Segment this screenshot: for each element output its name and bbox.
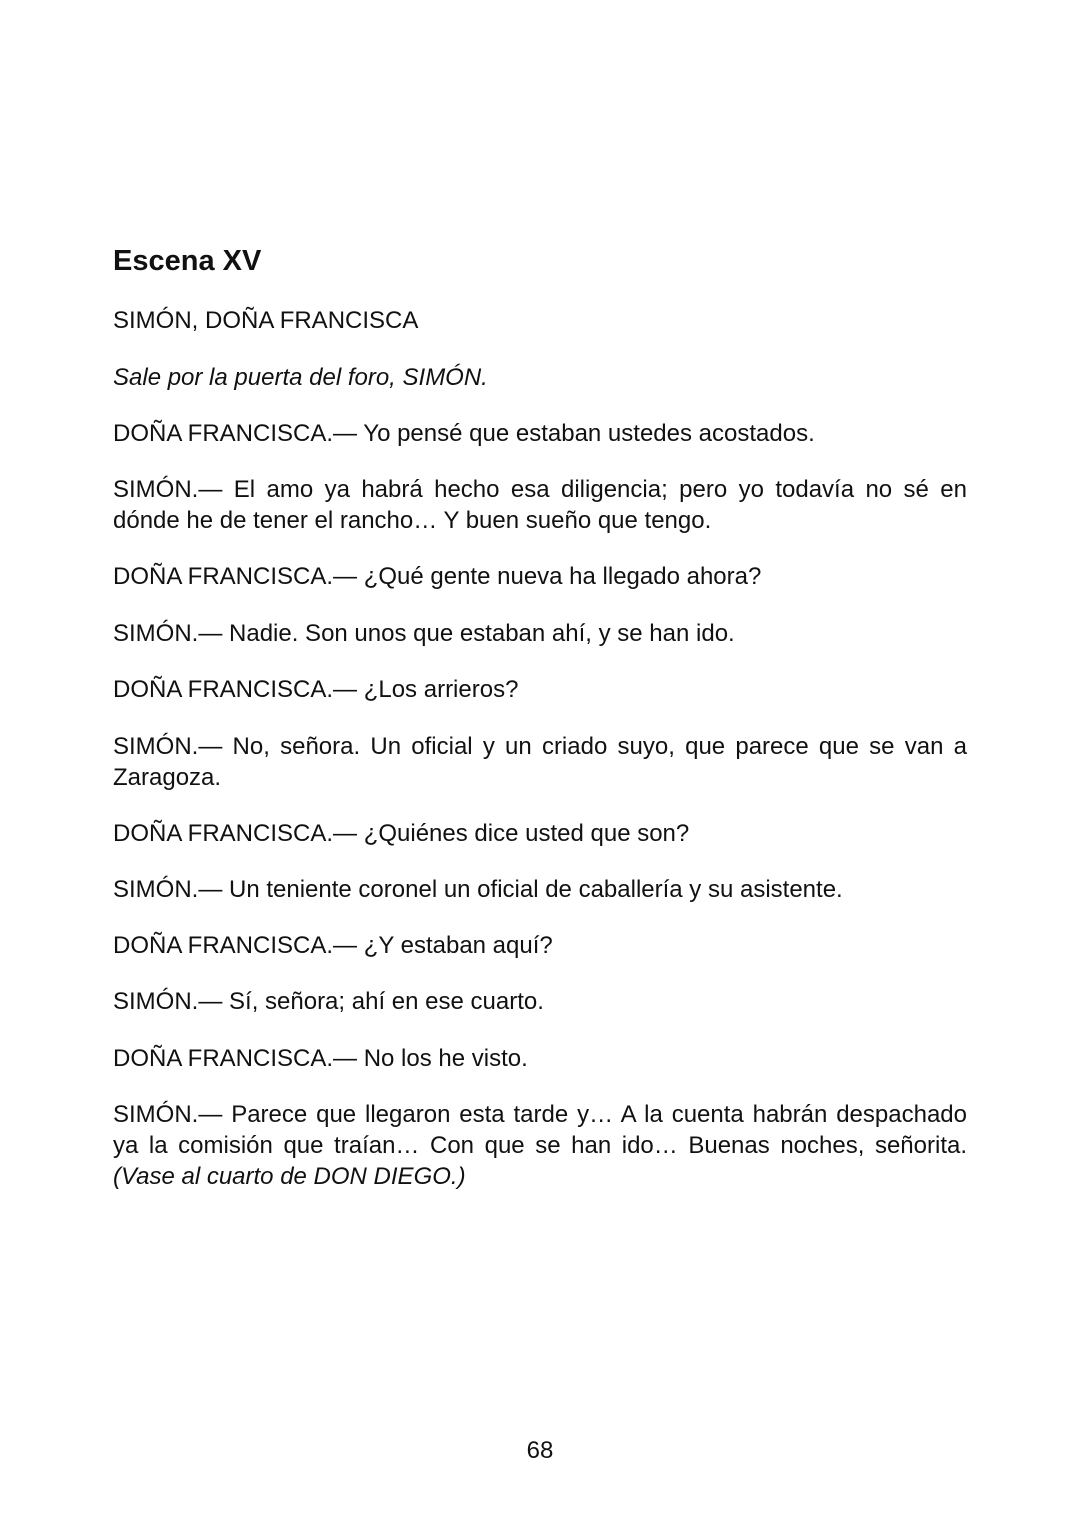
- dialogue-text: No los he visto.: [357, 1045, 528, 1072]
- speaker-name: SIMÓN.—: [113, 1101, 223, 1128]
- dialogue-line: [113, 618, 967, 649]
- dialogue-line: [113, 986, 967, 1017]
- page-number: 68: [526, 1437, 554, 1464]
- speaker-name: DOÑA FRANCISCA.—: [113, 932, 358, 959]
- dialogue-text: Sí, señora; ahí en ese cuarto.: [222, 988, 544, 1015]
- dialogue-line: [113, 1099, 967, 1192]
- speaker-name: DOÑA FRANCISCA.—: [113, 1045, 358, 1072]
- dialogue-text: Un teniente coronel un oficial de caballería y su asistente.: [222, 876, 843, 903]
- speaker-name: DOÑA FRANCISCA.—: [113, 563, 358, 590]
- dialogue-text: No, señora. Un oficial y un criado suyo, que parece que se van a Zaragoza.: [113, 733, 967, 791]
- dialogue-line: [113, 1043, 967, 1074]
- dialogue-text: ¿Y estaban aquí?: [357, 932, 553, 959]
- speaker-name: SIMÓN.—: [113, 620, 223, 647]
- scene-characters: SIMÓN, DOÑA FRANCISCA: [113, 307, 419, 334]
- dialogue-text: Yo pensé que estaban ustedes acostados.: [357, 420, 815, 447]
- dialogue-line: [113, 674, 967, 705]
- dialogue-line: [113, 418, 967, 449]
- dialogue-line: [113, 561, 967, 592]
- speaker-name: SIMÓN.—: [113, 476, 223, 503]
- dialogue-line: [113, 874, 967, 905]
- dialogue-text: El amo ya habrá hecho esa diligencia; pero yo todavía no sé en dónde he de tener el rancho… Y buen sueño que tengo.: [113, 476, 967, 534]
- dialogue-text: ¿Qué gente nueva ha llegado ahora?: [357, 563, 762, 590]
- dialogue-text: Parece que llegaron esta tarde y… A la cuenta habrán despachado ya la comisión que traían… Con que se han ido… Buenas noches, señorita.: [113, 1101, 967, 1159]
- speaker-name: SIMÓN.—: [113, 988, 223, 1015]
- dialogue-text: Nadie. Son unos que estaban ahí, y se han ido.: [222, 620, 735, 647]
- dialogue-line: [113, 818, 967, 849]
- dialogue-line: [113, 474, 967, 536]
- dialogue-line: [113, 930, 967, 961]
- speaker-name: DOÑA FRANCISCA.—: [113, 420, 358, 447]
- stage-direction: (Vase al cuarto de DON DIEGO.): [113, 1163, 466, 1190]
- speaker-name: SIMÓN.—: [113, 733, 223, 760]
- stage-direction: Sale por la puerta del foro, SIMÓN.: [113, 364, 488, 391]
- speaker-name: SIMÓN.—: [113, 876, 223, 903]
- scene-title: Escena XV: [113, 245, 262, 277]
- speaker-name: DOÑA FRANCISCA.—: [113, 676, 358, 703]
- dialogue-text: ¿Quiénes dice usted que son?: [357, 820, 690, 847]
- dialogue-line: [113, 731, 967, 793]
- speaker-name: DOÑA FRANCISCA.—: [113, 820, 358, 847]
- dialogue-text: ¿Los arrieros?: [357, 676, 519, 703]
